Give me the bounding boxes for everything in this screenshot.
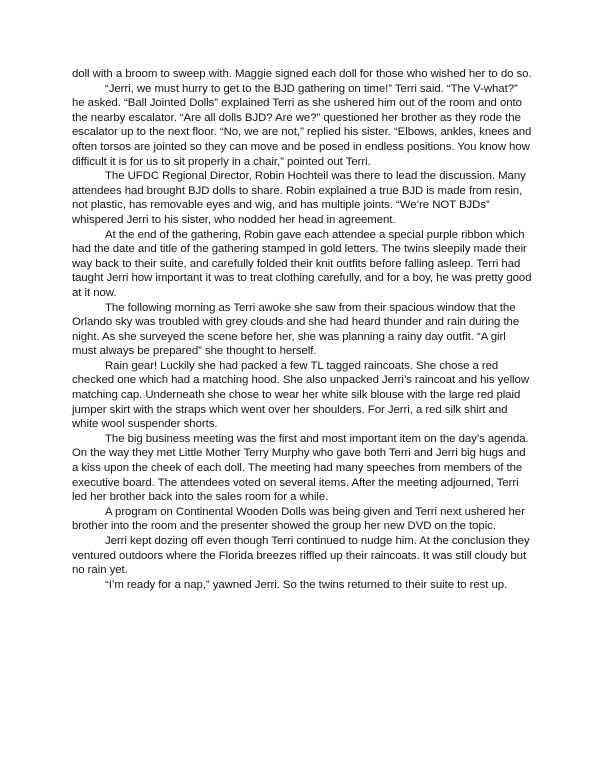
paragraph-3: The UFDC Regional Director, Robin Hochteil was there to lead the discussion. Many attendees had brought BJD dolls to share. Robin explained a true BJD is made from resin, not plastic, has removable eyes and wig, and has multiple joints. “We’re NOT BJDs” whispered Jerri to his sister, who nodded her head in agreement. xyxy=(72,170,526,226)
paragraph-1: doll with a broom to sweep with. Maggie signed each doll for those who wished her to do so. xyxy=(72,68,532,80)
paragraph-8: A program on Continental Wooden Dolls was being given and Terri next ushered her brother into the room and the presenter showed the group her new DVD on the topic. xyxy=(72,505,525,533)
paragraph-5: The following morning as Terri awoke she saw from their spacious window that the Orlando sky was troubled with grey clouds and she had heard thunder and rain during the night. As she surveyed the scene before her, she was planning a rainy day outfit. “A girl must always be prepared” she thought to herself. xyxy=(72,301,520,358)
paragraph-10: “I’m ready for a nap,” yawned Jerri. So the twins returned to their suite to rest up. xyxy=(105,578,508,591)
paragraph-6: Rain gear! Luckily she had packed a few TL tagged raincoats. She chose a red checked one which had a matching hood. She also unpacked Jerri’s raincoat and his yellow matching cap. Underneath she chose to wear her white silk blouse with the large red plaid jumper skirt with the straps which went over her shoulders. For Jerri, a red silk shirt and white wool suspender shorts. xyxy=(72,359,529,431)
paragraph-7: The big business meeting was the first and most important item on the day’s agenda. On the way they met Little Mother Terry Murphy who gave both Terri and Jerri big hugs and a kiss upon the cheek of each doll. The meeting had many speeches from members of the executive board. The attendees voted on several items. After the meeting adjourned, Terri led her brother back into the sales room for a while. xyxy=(72,432,529,504)
paragraph-9: Jerri kept dozing off even though Terri continued to nudge him. At the conclusion they ventured outdoors where the Florida breezes riffled up their raincoats. It was still cloudy but no rain yet. xyxy=(72,535,530,577)
paragraph-4: At the end of the gathering, Robin gave each attendee a special purple ribbon which had the date and title of the gathering stamped in gold letters. The twins sleepily made their way back to their suite, and carefully folded their knit outfits before falling asleep. Terri had taught Jerri how important it was to treat clothing carefully, and for a boy, he was pretty good at it now. xyxy=(72,228,532,299)
paragraph-2: “Jerri, we must hurry to get to the BJD gathering on time!” Terri said. “The V-what?” he asked. “Ball Jointed Dolls” explained Terri as she ushered him out of the room and onto the nearby escalator. “Are all dolls BJD? Are we?” questioned her brother as they rode the escalator up to the next floor. “No, we are not,” replied his sister. “Elbows, ankles, knees and often torsos are jointed so they can move and be posed in endless positions. You know how difficult it is for us to sit properly in a chair,” pointed out Terri. xyxy=(72,82,532,168)
document-page xyxy=(72,67,532,592)
